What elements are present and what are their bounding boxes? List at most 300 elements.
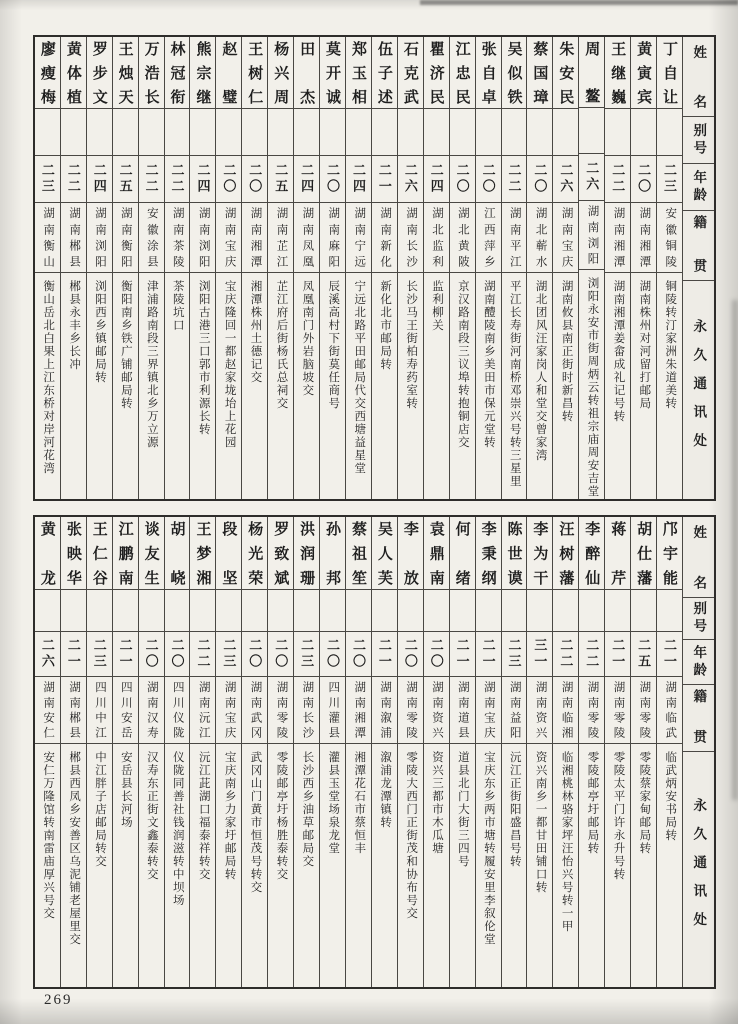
person-age: 二四 [87,156,112,203]
person-native-place: 湖南安仁 [35,677,60,744]
person-name: 邝宇能 [657,517,682,590]
person-name: 汪树藩 [553,517,578,590]
person-native-place: 湖南衡阳 [113,203,138,273]
person-address: 道县北门大街三四号 [456,751,469,868]
person-age: 二二 [502,156,527,203]
person-age: 二〇 [242,632,267,677]
person-column [35,517,60,987]
person-age: 二一 [450,632,475,677]
person-native-place: 湖南湘潭 [346,677,371,744]
person-address: 安岳县长河场 [119,751,132,829]
person-alias [579,590,604,632]
person-alias [579,108,604,154]
person-age: 二〇 [631,156,656,203]
person-age: 二〇 [165,632,190,677]
person-native-place: 湖南郴县 [61,677,86,744]
person-name: 王仁谷 [87,517,112,590]
person-alias [502,109,527,156]
person-name: 丁自让 [657,37,682,109]
person-age: 二四 [190,156,215,203]
person-name: 胡仕藩 [631,517,656,590]
person-alias [61,109,86,156]
person-column [630,517,656,987]
person-alias [631,109,656,156]
person-column [319,517,345,987]
person-address: 零陵邮亭圩邮局转 [586,751,599,855]
person-address: 临武炳安书局转 [664,751,677,842]
table-header-column [682,37,714,499]
person-address: 资兴南乡一都甘田铺口转 [534,751,547,894]
person-age: 二一 [372,156,397,203]
person-name: 朱安民 [553,37,578,109]
person-column [138,517,164,987]
person-alias [242,590,267,632]
person-name: 石克武 [398,37,423,109]
header-name-label: 姓名 [683,37,714,117]
person-age: 二五 [268,156,293,203]
person-column [112,517,138,987]
person-alias [502,590,527,632]
person-alias [527,590,552,632]
person-address: 平江长寿街河南桥邓崇兴号转三星里 [508,280,521,488]
person-native-place: 湖南凤凰 [294,203,319,273]
person-native-place: 湖北监利 [424,203,449,273]
person-age: 二三 [87,632,112,677]
person-age: 二三 [294,632,319,677]
person-alias [61,590,86,632]
person-native-place: 四川灌县 [320,677,345,744]
header-alias-label: 别号 [683,117,714,164]
header-age-label: 年龄 [683,640,714,685]
person-alias [657,109,682,156]
person-alias [450,109,475,156]
person-name: 吴似铁 [502,37,527,109]
person-column [345,517,371,987]
person-alias [165,590,190,632]
person-native-place: 湖南麻阳 [320,203,345,273]
person-alias [553,109,578,156]
person-native-place: 湖南溆浦 [372,677,397,744]
person-column [475,37,501,499]
person-name: 郑玉相 [346,37,371,109]
person-age: 二二 [139,156,164,203]
person-native-place: 湖南湘潭 [242,203,267,273]
person-age: 二三 [35,156,60,203]
person-age: 二〇 [216,156,241,203]
person-column [241,517,267,987]
person-address: 零陵邮亭圩杨胜泰转交 [275,751,288,881]
person-native-place: 湖南武冈 [242,677,267,744]
person-age: 二六 [398,156,423,203]
person-native-place: 湖南零陵 [398,677,423,744]
person-native-place: 湖南临湘 [553,677,578,744]
person-age: 二一 [113,632,138,677]
person-native-place: 湖南临武 [657,677,682,744]
person-native-place: 湖南汉寿 [139,677,164,744]
person-native-place: 湖南郴县 [61,203,86,273]
scan-edge-smudge-right [732,300,738,800]
person-column [293,37,319,499]
person-column [371,517,397,987]
person-native-place: 湖南零陵 [605,677,630,744]
person-address: 衡阳南乡铁广铺邮局转 [119,280,132,410]
person-age: 二〇 [398,632,423,677]
person-age: 二二 [579,632,604,677]
person-alias [268,109,293,156]
person-native-place: 湖南新化 [372,203,397,273]
person-alias [216,109,241,156]
person-address: 武冈山门黄市恒茂号转交 [249,751,262,894]
person-alias [346,590,371,632]
person-age: 二〇 [476,156,501,203]
person-name: 陈世谟 [502,517,527,590]
person-column [164,37,190,499]
person-address: 京汉路南段三议埠转抱铜店交 [456,280,469,449]
person-alias [294,590,319,632]
person-name: 罗步文 [87,37,112,109]
person-alias [372,109,397,156]
person-age: 二〇 [424,632,449,677]
person-native-place: 湖南芷江 [268,203,293,273]
person-name: 赵璧 [216,37,241,109]
person-alias [476,590,501,632]
person-alias [139,109,164,156]
person-name: 田杰 [294,37,319,109]
person-age: 二三 [502,632,527,677]
person-column [267,37,293,499]
person-native-place: 湖南湘潭 [605,203,630,273]
person-name: 胡峣 [165,517,190,590]
person-address: 新化北市邮局转 [379,280,392,371]
person-column [60,517,86,987]
person-age: 二〇 [139,632,164,677]
person-address: 零陵蔡家甸邮局转 [638,751,651,855]
person-alias [657,590,682,632]
person-age: 二四 [346,156,371,203]
person-age: 二〇 [320,156,345,203]
person-column [397,37,423,499]
person-name: 黄龙 [35,517,60,590]
person-name: 万浩长 [139,37,164,109]
person-column [604,37,630,499]
person-column [293,517,319,987]
header-name-label: 姓名 [683,517,714,598]
person-column [215,37,241,499]
person-alias [139,590,164,632]
person-address: 湘潭株州土德记交 [249,280,262,384]
person-alias [35,109,60,156]
person-name: 李醉仙 [579,517,604,590]
person-native-place: 湖南零陵 [268,677,293,744]
person-age: 二五 [631,632,656,677]
person-native-place: 湖南宝庆 [216,677,241,744]
person-name: 罗致斌 [268,517,293,590]
person-address: 浏阳永安市街周炳云转祖宗庙周安吉堂 [586,276,599,498]
person-name: 袁鼎南 [424,517,449,590]
person-native-place: 湖南道县 [450,677,475,744]
person-alias [190,590,215,632]
person-address: 零陵大西门正街茂和协布号交 [405,751,418,920]
person-age: 二〇 [527,156,552,203]
person-native-place: 湖南零陵 [631,677,656,744]
person-alias [87,590,112,632]
person-column [345,37,371,499]
person-name: 江鹏南 [113,517,138,590]
person-alias [398,590,423,632]
person-name: 杨兴周 [268,37,293,109]
person-column [189,37,215,499]
person-address: 浏阳西乡镇邮局转 [94,280,106,384]
person-alias [35,590,60,632]
person-column [604,517,630,987]
person-column [656,517,682,987]
person-address: 铜陵转汀家洲朱道美转 [664,280,677,410]
person-age: 二〇 [242,156,267,203]
person-name: 蔡国璋 [527,37,552,109]
person-native-place: 安徽铜陵 [657,203,682,273]
person-native-place: 湖南宁远 [346,203,371,273]
person-address: 郴县西凤乡安善区乌泥铺老屋里交 [68,751,81,946]
person-column [449,517,475,987]
person-age: 二三 [657,156,682,203]
person-column [423,37,449,499]
person-column [552,37,578,499]
person-column [138,37,164,499]
person-column [423,517,449,987]
scan-edge-smudge-top [420,0,738,5]
person-name: 蔡祖笙 [346,517,371,590]
person-alias [294,109,319,156]
person-alias [605,109,630,156]
person-address: 凤凰南门外岩脑坡交 [301,280,314,397]
person-alias [450,590,475,632]
person-address: 溆浦龙潭镇转 [379,751,392,829]
person-age: 二〇 [450,156,475,203]
person-column [552,517,578,987]
person-column [86,517,112,987]
person-address: 浏阳古港三口郭市利源长转 [197,280,210,436]
person-name: 黄寅宾 [631,37,656,109]
person-native-place: 四川仪陇 [165,677,190,744]
person-native-place: 湖南平江 [502,203,527,273]
person-native-place: 湖北蕲水 [527,203,552,273]
person-alias [398,109,423,156]
person-name: 江忠民 [450,37,475,109]
person-age: 二二 [165,156,190,203]
person-column [112,37,138,499]
person-name: 张自卓 [476,37,501,109]
person-name: 吴人芙 [372,517,397,590]
person-name: 王烛天 [113,37,138,109]
person-alias [605,590,630,632]
person-alias [372,590,397,632]
person-age: 二〇 [346,632,371,677]
person-address: 辰溪高村下街莫任商号 [327,280,340,410]
person-address: 宝庆南乡力家圩邮局转 [223,751,236,881]
person-age: 二一 [657,632,682,677]
header-address-label: 永久通讯处 [691,318,707,462]
person-name: 段坚 [216,517,241,590]
person-age: 二五 [113,156,138,203]
person-address: 灌县玉堂场泉龙堂 [327,751,340,855]
person-age: 二二 [190,632,215,677]
person-alias [87,109,112,156]
person-native-place: 安徽涂县 [139,203,164,273]
page-number: 269 [44,992,73,1008]
person-alias [476,109,501,156]
person-native-place: 湖南宝庆 [216,203,241,273]
person-name: 李秉纲 [476,517,501,590]
person-age: 二六 [35,632,60,677]
person-column [501,37,527,499]
person-name: 莫开诚 [320,37,345,109]
person-address: 宁远北路平田邮局代交西塘益星堂 [353,280,366,475]
person-alias [553,590,578,632]
person-native-place: 江西萍乡 [476,203,501,273]
person-alias [320,590,345,632]
person-column [371,37,397,499]
person-column [578,517,604,987]
person-name: 王继巍 [605,37,630,109]
person-column [60,37,86,499]
person-column [86,37,112,499]
person-name: 熊宗继 [190,37,215,109]
person-address: 湖南攸县南正街时新昌转 [560,280,573,423]
person-native-place: 湖南湘潭 [631,203,656,273]
person-column [397,517,423,987]
header-native-place-label: 籍贯 [683,211,714,281]
person-address: 宝庆东乡两市塘转履安里李叙伦堂 [482,751,495,946]
person-address: 衡山岳北白果上江东桥对岸河花湾 [42,280,55,475]
header-address-label: 永久通讯处 [691,798,707,941]
person-age: 二二 [61,156,86,203]
person-column [189,517,215,987]
person-native-place: 湖南浏阳 [190,203,215,273]
person-address: 茶陵坑口 [171,280,184,332]
person-alias [424,590,449,632]
person-column [578,37,604,499]
person-name: 洪润珊 [294,517,319,590]
person-native-place: 湖南茶陵 [165,203,190,273]
person-address: 零陵太平门许永升号转 [612,751,625,881]
person-age: 二一 [372,632,397,677]
person-alias [216,590,241,632]
person-age: 二一 [476,632,501,677]
person-address: 宝庆隆回一都赵家垅坮上花园 [223,280,236,449]
person-column [241,37,267,499]
person-age: 二〇 [320,632,345,677]
person-alias [320,109,345,156]
person-address: 安仁万隆馆转南雷庙厚兴号交 [42,751,55,920]
person-age: 二一 [605,632,630,677]
person-address: 津浦路南段三界镇北乡万立源 [145,280,158,449]
person-alias [190,109,215,156]
person-name: 谈友生 [139,517,164,590]
person-name: 王树仁 [242,37,267,109]
person-native-place: 湖南宝庆 [476,677,501,744]
person-native-place: 湖南衡山 [35,203,60,273]
person-native-place: 湖南宝庆 [553,203,578,273]
person-name: 伍子述 [372,37,397,109]
person-name: 王梦湘 [190,517,215,590]
person-name: 杨光荣 [242,517,267,590]
person-native-place: 湖南长沙 [294,677,319,744]
person-age: 二一 [61,632,86,677]
person-column [319,37,345,499]
person-address: 湖南醴陵南乡美田市保元堂转 [482,280,495,449]
person-name: 黄体植 [61,37,86,109]
person-age: 二二 [605,156,630,203]
person-address: 长沙马王街柏寿药室转 [405,280,418,410]
person-name: 何绪 [450,517,475,590]
person-name: 李为干 [527,517,552,590]
person-address: 长沙西乡油草邮局交 [301,751,314,868]
person-native-place: 湖北黄陂 [450,203,475,273]
person-alias [165,109,190,156]
person-name: 廖瘦梅 [35,37,60,109]
person-alias [113,590,138,632]
person-age: 二六 [579,154,604,200]
person-address: 汉寿东正街文鑫泰转交 [145,751,158,881]
person-column [35,37,60,499]
person-age: 二二 [553,632,578,677]
person-name: 孙邦 [320,517,345,590]
person-address: 中江胖子店邮局转交 [94,751,106,868]
person-column [449,37,475,499]
person-native-place: 湖南资兴 [527,677,552,744]
person-name: 李放 [398,517,423,590]
person-address: 监利柳关 [430,280,443,332]
person-native-place: 湖南浏阳 [579,201,604,270]
person-column [526,517,552,987]
person-address: 湖南株州对河留打邮局 [638,280,651,410]
person-name: 周鳌 [579,37,604,108]
person-age: 二三 [216,632,241,677]
person-column [475,517,501,987]
person-column [501,517,527,987]
person-alias [113,109,138,156]
person-age: 二〇 [268,632,293,677]
person-native-place: 湖南沅江 [190,677,215,744]
person-column [526,37,552,499]
person-age: 二六 [553,156,578,203]
person-native-place: 湖南浏阳 [87,203,112,273]
directory-table-lower [33,515,716,989]
person-alias [424,109,449,156]
person-native-place: 湖南资兴 [424,677,449,744]
person-address: 湖南湘潭姜畲成礼记号转 [612,280,625,423]
table-header-column [682,517,714,987]
person-column [656,37,682,499]
person-name: 张映华 [61,517,86,590]
person-column [267,517,293,987]
person-age: 二四 [424,156,449,203]
person-name: 瞿济民 [424,37,449,109]
person-address: 临湘桃林骆家坪汪怡兴号转一甲 [560,751,573,933]
person-alias [527,109,552,156]
person-address: 仪陇同善社钱润滋转中坝场 [171,751,184,907]
person-native-place: 湖南长沙 [398,203,423,273]
person-column [164,517,190,987]
person-alias [346,109,371,156]
person-age: 三一 [527,632,552,677]
person-native-place: 四川中江 [87,677,112,744]
person-alias [242,109,267,156]
person-column [630,37,656,499]
person-alias [268,590,293,632]
header-native-place-label: 籍贯 [683,685,714,752]
person-native-place: 湖南零陵 [579,677,604,744]
